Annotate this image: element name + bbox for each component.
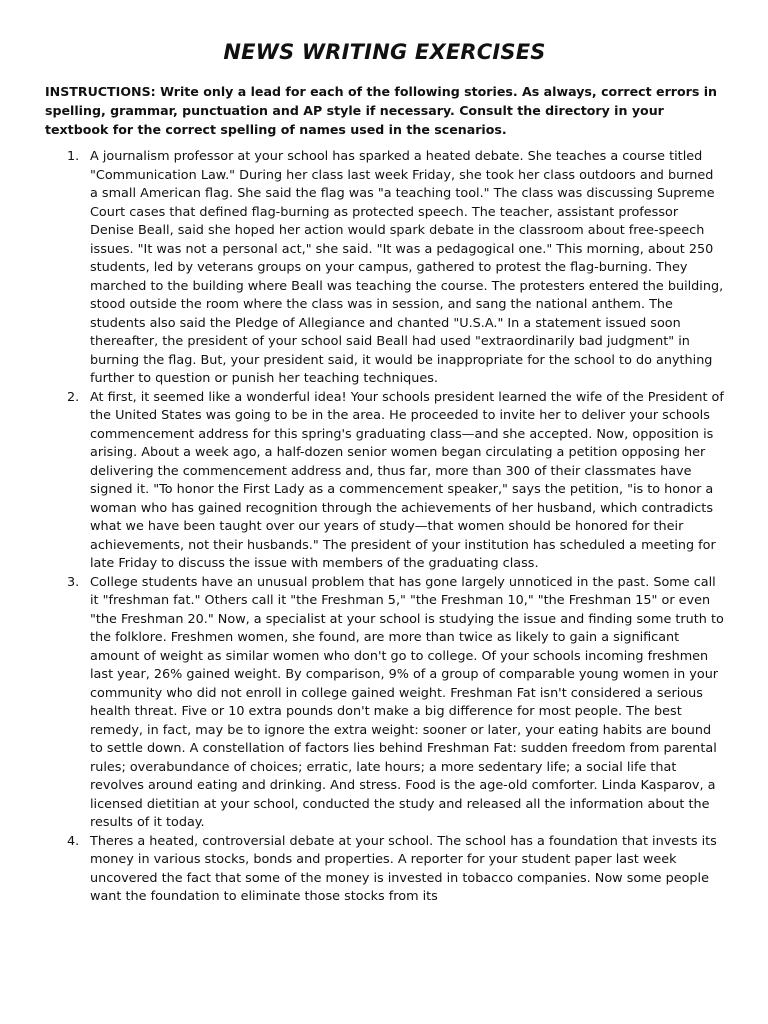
instructions-paragraph: INSTRUCTIONS: Write only a lead for each of the following stories. As always, correct errors in spelling, grammar, punctuation and AP style if necessary. Consult the directory in your textbook for the correct spelling of names used in the scenarios. — [45, 84, 718, 137]
story-text: Theres a heated, controversial debate at your school. The school has a foundation that invests its money in various stocks, bonds and properties. A reporter for your student paper last week uncovered the fact that some of the money is invested in tobacco companies. Now some people want the foundation to eliminate those stocks from its — [90, 833, 717, 904]
story-text: At first, it seemed like a wonderful idea! Your schools president learned the wife of the President of the United States was going to be in the area. He proceeded to invite her to deliver your schools commencement address for this spring's graduating class—and she accepted. Now, opposition is arising. About a week ago, a half-dozen senior women began circulating a petition opposing her delivering the commencement address and, thus far, more than 300 of their classmates have signed it. "To honor the First Lady as a commencement speaker," says the petition, "is to honor a woman who has gained recognition through the achievements of her husband, which contradicts what we have been taught over our years of study—that women should be honored for their achievements, not their husbands." The president of your institution has scheduled a meeting for late Friday to discuss the issue with members of the graduating class. — [90, 389, 724, 571]
story-item-4 — [45, 833, 724, 907]
story-item-2 — [45, 389, 724, 574]
story-text: A journalism professor at your school has sparked a heated debate. She teaches a course titled "Communication Law." During her class last week Friday, she took her class outdoors and burned a small American flag. She said the flag was "a teaching tool." The class was discussing Supreme Court cases that defined flag-burning as protected speech. The teacher, assistant professor Denise Beall, said she hoped her action would spark debate in the classroom about free-speech issues. "It was not a personal act," she said. "It was a pedagogical one." This morning, about 250 students, led by veterans groups on your campus, gathered to protest the flag-burning. They marched to the building where Beall was teaching the course. The protesters entered the building, stood outside the room where the class was in session, and sang the national anthem. The students also said the Pledge of Allegiance and chanted "U.S.A." In a statement issued soon thereafter, the president of your school said Beall had used "extraordinarily bad judgment" in burning the flag. But, your president said, it would be inappropriate for the school to do anything further to question or punish her teaching techniques. — [90, 149, 724, 386]
story-item-3 — [45, 574, 724, 833]
story-number: 1. — [67, 149, 80, 164]
story-number: 2. — [67, 389, 80, 405]
story-item-1 — [45, 148, 724, 389]
document-title: NEWS WRITING EXERCISES — [223, 40, 546, 64]
story-number: 4. — [67, 833, 80, 849]
story-number: 3. — [67, 574, 80, 590]
story-text: College students have an unusual problem that has gone largely unnoticed in the past. Some call it "freshman fat." Others call it "the Freshman 5," "the Freshman 10," "the Freshman 15" or even "the Freshman 20." Now, a specialist at your school is studying the issue and finding some truth to the folklore. Freshmen women, she found, are more than twice as likely to gain a significant amount of weight as similar women who don't go to college. Of your schools incoming freshmen last year, 26% gained weight. By comparison, 9% of a group of comparable young women in your community who did not enroll in college gained weight. Freshman Fat isn't considered a serious health threat. Five or 10 extra pounds don't make a big difference for most people. The best remedy, in fact, may be to ignore the extra weight: sooner or later, your eating habits are bound to settle down. A constellation of factors lies behind Freshman Fat: sudden freedom from parental rules; overabundance of choices; erratic, late hours; a more sedentary life; a social life that revolves around eating and drinking. And stress. Food is the age-old comforter. Linda Kasparov, a licensed dietitian at your school, conducted the study and released all the information about the results of it today. — [90, 574, 724, 830]
story-list — [45, 148, 724, 907]
